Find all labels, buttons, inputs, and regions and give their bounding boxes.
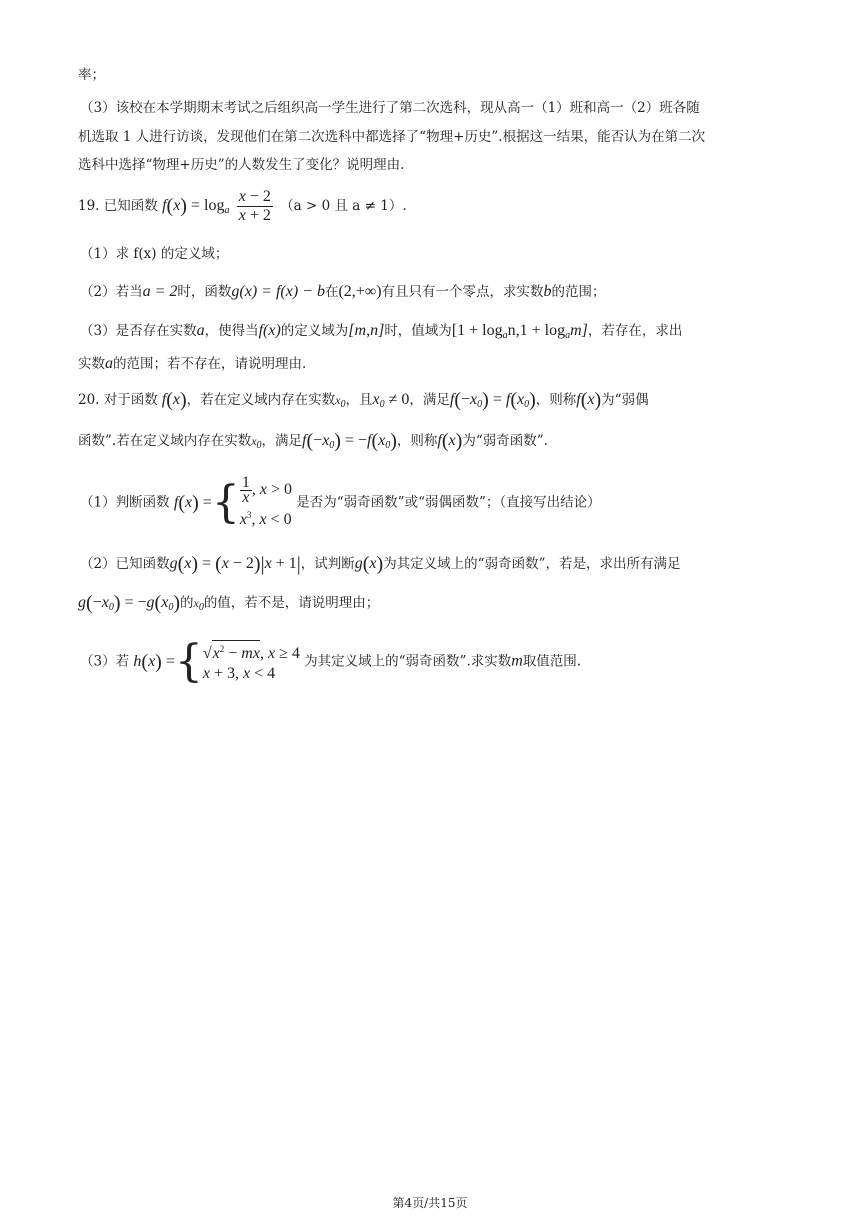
question-20-part-3: （3）若 h(x) ={ $√x^2$ − mx, x ≥ 4 x + 3, x < 4 为其定义域上的“弱奇函数”.求实数m取值范围. (80, 636, 582, 687)
fraction: $\frac{x - 2}{x + 2}$ (238, 188, 271, 224)
question-19-part-1: （1）求 f(x) 的定义域； (80, 246, 229, 262)
text-line: 率； (78, 67, 105, 83)
page-footer: 第4页/共15页 (392, 1196, 468, 1210)
question-19-part-2: （2）若当a = 2时，函数g(x) = f(x) − b在(2,+∞)有且只有一个零点，求实数b的范围； (80, 283, 606, 300)
question-20-part-2-cont: $g(-x_0) = -g(x_0)$的$x_0$的值，若不是，请说明理由； (78, 592, 380, 614)
question-20-stem: 20. 对于函数 f(x)，若在定义域内存在实数$x_0$，且$x_0 \ne 0$，满足$f(-x_0) = f(x_0)$，则称f(x)为“弱偶 (78, 389, 649, 411)
question-20-part-1: （1）判断函数 f(x) ={ $\frac{1}{x}$ , x > 0 $x^3$, x < 0 是否为“弱奇函数”或“弱偶函数”；（直接写出结论） (80, 474, 601, 528)
question-20-stem-cont: 函数”.若在定义域内存在实数$x_0$，满足$f(-x_0) = -f(x_0)$，则称f(x)为“弱奇函数”. (78, 430, 548, 452)
piecewise-function: h(x) = (133, 650, 175, 673)
question-18-part-3-cont: 机选取 1 人进行访谈，发现他们在第二次选科中都选择了“物理+历史”.根据这一结果，能否认为在第二次 (78, 129, 706, 145)
condition: （a > 0 且 a ≠ 1）. (280, 198, 407, 214)
formula: $f(x) = \log_a$ (162, 195, 230, 217)
question-18-part-3: （3）该校在本学期期末考试之后组织高一学生进行了第二次选科，现从高一（1）班和高一（2）班各随 (80, 100, 700, 116)
question-number: 19. 已知函数 (78, 198, 158, 214)
question-19-part-3-cont: 实数a的范围；若不存在，请说明理由. (78, 355, 307, 372)
question-18-part-3-cont: 选科中选择“物理+历史”的人数发生了变化？说明理由. (78, 157, 405, 173)
question-19-part-3: （3）是否存在实数a，使得当f(x)的定义域为[m,n]时，值域为$[1 + \log_an,1 + \log_am]$，若存在，求出 (80, 322, 683, 341)
piecewise-function: f(x) = (173, 491, 212, 514)
question-20-part-2: （2）已知函数g(x) = (x − 2)|x + 1|，试判断g(x)为其定义域上的“弱奇函数”，若是，求出所有满足 (80, 553, 681, 575)
question-19-stem (78, 188, 407, 225)
